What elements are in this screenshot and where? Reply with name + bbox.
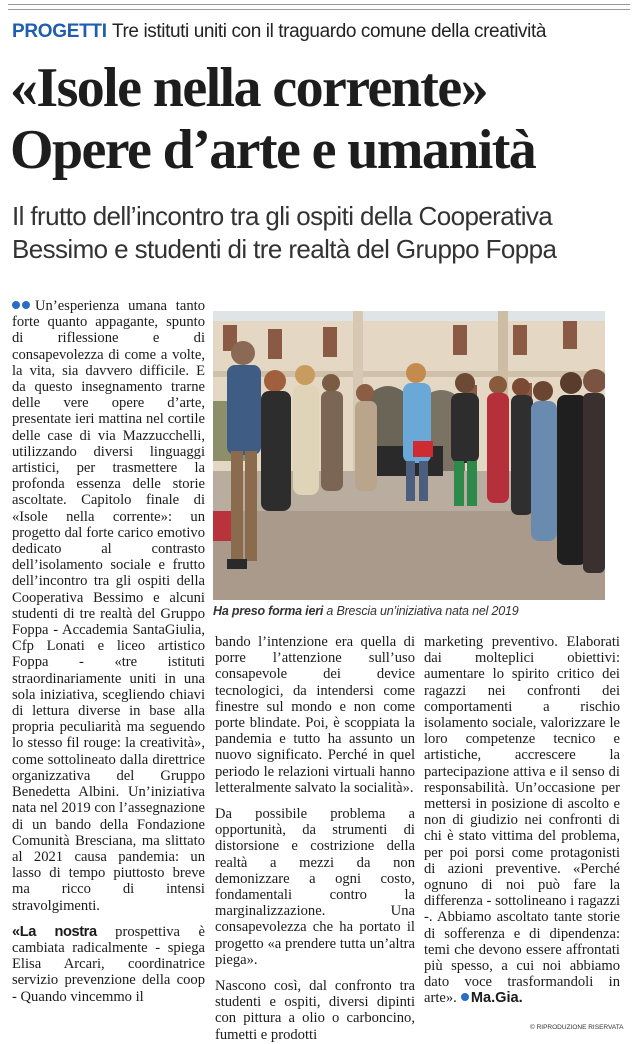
top-rule <box>8 4 630 10</box>
copyright-notice: © RIPRODUZIONE RISERVATA <box>530 1024 624 1031</box>
author-signature: Ma.Gia. <box>470 990 523 1007</box>
signature-dot-icon <box>461 993 469 1001</box>
bullet-dots-icon <box>12 298 32 314</box>
paragraph: Nascono così, dal confronto tra studenti e ospiti, diversi dipinti con pittura a olio o carboncino, fumetti e prodotti <box>215 978 415 1043</box>
paragraph <box>12 298 205 914</box>
caption-text: a Brescia un’iniziativa nata nel 2019 <box>323 604 519 618</box>
caption-lead: Ha preso forma ieri <box>213 604 324 618</box>
paragraph <box>424 634 620 1007</box>
paragraph-text: prospettiva è cambiata radicalmente - spiega Elisa Arcari, coordinatrice servizio prevenzione della coop - Quando vincemmo il <box>12 923 205 1005</box>
headline <box>10 58 630 182</box>
paragraph-text: marketing preventivo. Elaborati dai molteplici obiettivi: aumentare lo spirito critico dei ragazzi nei confronti dei comportamenti a rischio isolamento sociale, valorizzare le loro competenze tecnico e artistiche, accrescere la partecipazione attiva e il senso di responsabilità. Un’occasione per mettersi in posizione di ascolto e non di giudizio nei confronti di chi è stato vittima del problema, per poi porsi come protagonisti di azioni preventive. «Perché ognuno di noi può fare la differenza - sottolineano i ragazzi -. Abbiamo ascoltato tante storie di sofferenza e di dipendenza: temi che devono essere affrontati più spesso, a cui noi abbiamo dato voce trasformandoli in arte». <box>424 634 620 1007</box>
headline-line-1: «Isole nella corrente» <box>10 57 487 119</box>
kicker-subtitle: Tre istituti uniti con il traguardo comune della creatività <box>112 21 547 42</box>
section-label: PROGETTI <box>12 21 107 42</box>
article-column-3 <box>424 634 620 1007</box>
paragraph: Da possibile problema a opportunità, da strumenti di distorsione e costrizione della realtà a mezzi da non demonizzare a ogni costo, fondamentali contro la marginalizzazione. Una consapevolezza che ha portato il progetto «a prendere tutta un’altra piega». <box>215 806 415 968</box>
paragraph <box>12 924 205 1005</box>
lead-in: «La nostra <box>12 923 97 940</box>
paragraph: bando l’intenzione era quella di porre l’attenzione sull’uso consapevole dei device tecnologici, da intendersi come finestre sul mondo e non come porte blindate. Poi, è scoppiata la pandemia e tutto ha assunto un nuovo significato. Perché in quel periodo le relazioni virtuali hanno letteralmente salvato la socialità». <box>215 634 415 796</box>
headline-line-2: Opere d’arte e umanità <box>10 119 536 181</box>
kicker <box>12 20 632 44</box>
deck-subheadline: Il frutto dell’incontro tra gli ospiti della Cooperativa Bessimo e studenti di tre realtà del Gruppo Foppa <box>12 201 557 264</box>
paragraph-text: Un’esperienza umana tanto forte quanto appagante, spunto di riflessione e di consapevolezza di come a volte, la vita, sia davvero difficile. E da questo insegnamento trarne delle vere opere d’arte, presentate ieri mattina nel cortile delle case di via Mazzucchelli, utilizzando diversi linguaggi artistici, per trasmettere la profonda essenza delle storie ascoltate. Capitolo finale di «Isole nella corrente»: un progetto dal forte carico emotivo dedicato al contrasto dell’isolamento sociale e frutto dell’incontro tra gli ospiti della Cooperativa Bessimo e alcuni studenti di tre realtà del Gruppo Foppa - Accademia SantaGiulia, Cfp Lonati e liceo artistico Foppa - «tre istituti straordinariamente uniti in una sola iniziativa, scegliendo chiavi di lettura diverse in base alla propria peculiarità ma seguendo lo stesso fil rouge: la creatività», come sottolineato dalla direttrice organizzativa del Gruppo Benedetta Albini. Un’iniziativa nata nel 2019 con l’assegnazione di un bando della Fondazione Comunità Bresciana, ma slittato al 2021 causa pandemia: un lasso di tempo piuttosto breve ma ricco di intensi stravolgimenti. <box>12 298 205 914</box>
article-column-1 <box>12 298 205 1005</box>
article-photo <box>213 311 605 600</box>
article-column-2 <box>215 634 415 1043</box>
photo-caption <box>213 604 613 618</box>
